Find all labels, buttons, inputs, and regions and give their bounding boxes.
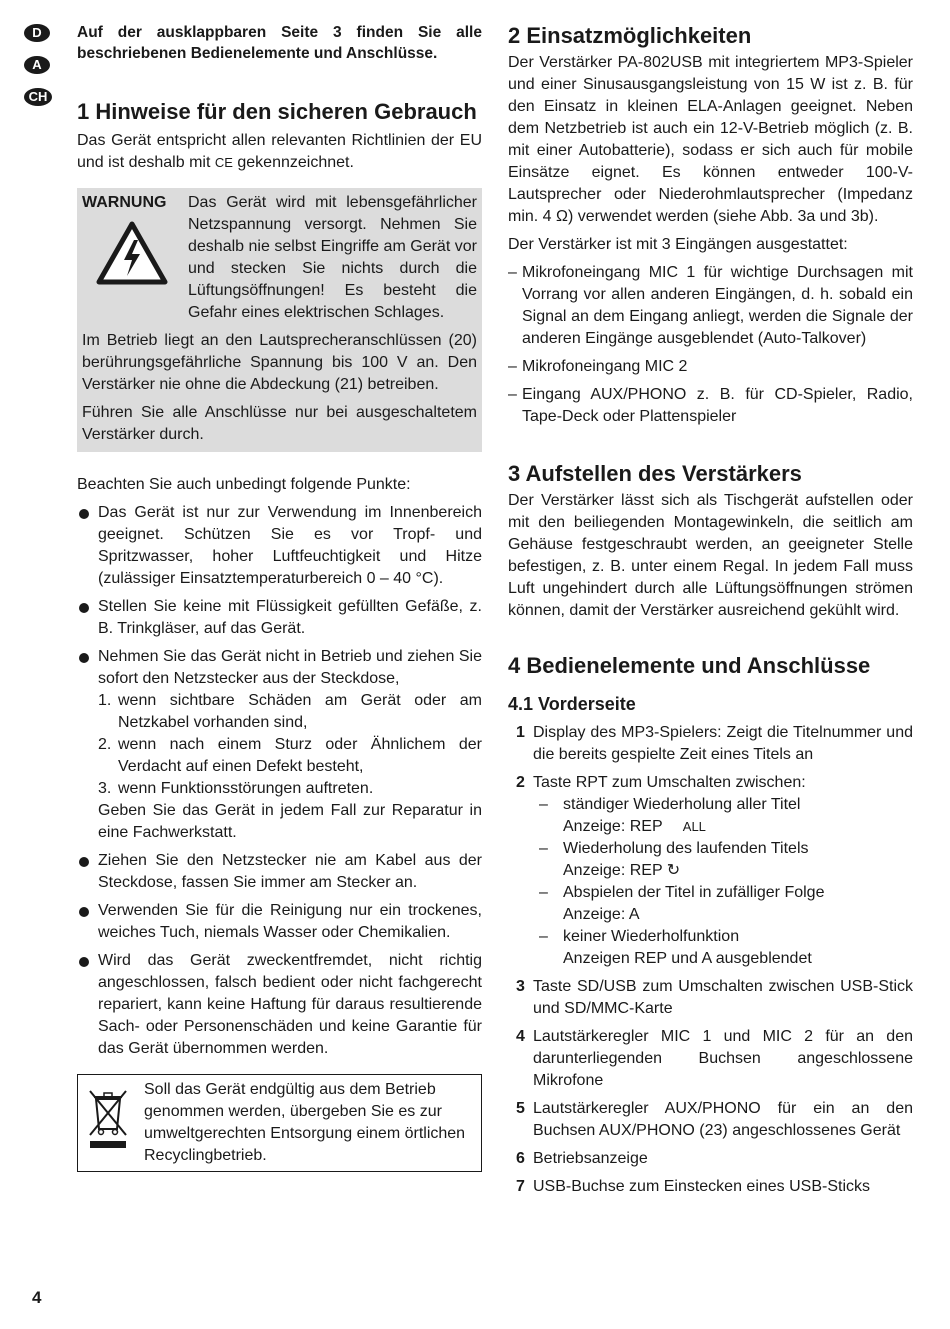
repeat-option: – ständiger Wiederholung aller Titel Anzeige: REP ALL bbox=[539, 796, 801, 835]
control-item: 4 Lautstärkeregler MIC 1 und MIC 2 für an den darunterliegenden Buchsen angeschlossene Mikrofone bbox=[516, 1028, 913, 1089]
left-column bbox=[77, 22, 482, 1172]
bullet-dot-icon bbox=[79, 907, 89, 917]
repair-note: Geben Sie das Gerät in jedem Fall zur Reparatur in eine Fachwerkstatt. bbox=[98, 802, 482, 841]
warning-paragraph-2: Im Betrieb liegt an den Lautsprecheranschlüssen (20) berührungsgefährliche Spannung bis 100 V an. Den Verstärker nie ohne die Abdeckung (21) betreiben. bbox=[82, 332, 477, 393]
ce-text-end: gekennzeichnet. bbox=[237, 154, 354, 171]
disposal-box bbox=[77, 1074, 482, 1172]
safety-bullet: Das Gerät ist nur zur Verwendung im Innenbereich geeignet. Schützen Sie es vor Tropf- und Spritzwasser, hoher Luftfeuchtigkeit und Hitze (zulässiger Einsatztemperaturbereich 0 – 40 °C). bbox=[77, 502, 482, 590]
section-1-intro bbox=[77, 130, 482, 174]
warning-text: Das Gerät wird mit lebensgefährlicher Netzspannung versorgt. Nehmen Sie deshalb nie selbst Eingriffe am Gerät vor und stecken Sie nichts durch die Lüftungsöffnungen! Es besteht die Gefahr eines elektrischen Schlages. bbox=[188, 194, 477, 321]
bullet-dot-icon bbox=[79, 857, 89, 867]
weee-bin-icon bbox=[84, 1085, 132, 1151]
page-number: 4 bbox=[32, 1288, 42, 1307]
sub-item: 2. wenn nach einem Sturz oder Ähnlichem der Verdacht auf einen Defekt besteht, bbox=[98, 736, 482, 775]
bullet-dot-icon bbox=[79, 957, 89, 967]
repeat-one-icon: ↻ bbox=[666, 862, 681, 879]
section-2-inputs-intro: Der Verstärker ist mit 3 Eingängen ausgestattet: bbox=[508, 236, 848, 253]
safety-bullet: Stellen Sie keine mit Flüssigkeit gefüllten Gefäße, z. B. Trinkgläser, auf das Gerät. bbox=[77, 596, 482, 640]
section-2-paragraph: Der Verstärker PA-802USB mit integriertem MP3-Spieler und einer Sinusausgangsleistung von 15 W ist z. B. für den Einsatz in kleinen ELA-Anlagen geeignet. Neben dem Netzbetrieb ist auch ein 12-V-Betrieb möglich (z. B. mit einer Autobatterie), sodass er sich auch für mobile Einsätze eignet. Es können entweder 100-V-Lautsprecher oder Niederohmlautsprecher (Impedanz min. 4 Ω) verwendet werden (siehe Abb. 3a und 3b). bbox=[508, 54, 913, 225]
section-4-title: 4 Bedienelemente und Anschlüsse bbox=[508, 653, 871, 678]
section-3-title: 3 Aufstellen des Verstärkers bbox=[508, 461, 802, 486]
repeat-options bbox=[533, 794, 913, 970]
warning-box bbox=[77, 188, 482, 452]
safety-bullet: Ziehen Sie den Netzstecker nie am Kabel aus der Steckdose, fassen Sie immer am Stecker an. bbox=[77, 850, 482, 894]
safety-note: Beachten Sie auch unbedingt folgende Punkte: bbox=[77, 476, 411, 493]
input-list-item: – Eingang AUX/PHONO z. B. für CD-Spieler, Radio, Tape-Deck oder Plattenspieler bbox=[508, 386, 913, 425]
sub-item: 3. wenn Funktionsstörungen auftreten. bbox=[98, 780, 374, 797]
section-2-title: 2 Einsatzmöglichkeiten bbox=[508, 23, 752, 48]
control-item: 5 Lautstärkeregler AUX/PHONO für ein an den Buchsen AUX/PHONO (23) angeschlossenes Gerät bbox=[516, 1100, 913, 1139]
control-item: 6 Betriebsanzeige bbox=[516, 1150, 648, 1167]
control-item: 2 Taste RPT zum Umschalten zwischen: bbox=[516, 774, 806, 791]
control-item: 1 Display des MP3-Spielers: Zeigt die Titelnummer und die bereits gespielte Zeit eines Titels an bbox=[516, 724, 913, 763]
lang-badge-a: A bbox=[24, 56, 50, 74]
control-item: 7 USB-Buchse zum Einstecken eines USB-Sticks bbox=[516, 1178, 871, 1195]
input-list-item: – Mikrofoneingang MIC 1 für wichtige Durchsagen mit Vorrang vor allen anderen Eingängen, d. h. sobald ein Signal an dem Eingang anliegt, werden die Signale der anderen Eingänge ausgeblendet (Auto-Talkover) bbox=[508, 264, 913, 347]
repeat-option: – Abspielen der Titel in zufälliger Folge Anzeige: A bbox=[539, 884, 825, 923]
ce-mark: CE bbox=[214, 155, 233, 170]
safety-bullet: Nehmen Sie das Gerät nicht in Betrieb und ziehen Sie sofort den Netzstecker aus der Steckdose, 1. wenn sichtbare Schäden am Gerät oder am Netzkabel vorhanden sind, 2. wenn nach einem Sturz oder Ähnlichem der Verdacht auf einen Defekt besteht, 3. wenn Funktionsstörungen auftreten. Geben Sie das Gerät in jedem Fall zur Reparatur in eine Fachwerkstatt. bbox=[77, 646, 482, 844]
input-list-item: – Mikrofoneingang MIC 2 bbox=[508, 358, 688, 375]
disposal-text: Soll das Gerät endgültig aus dem Betrieb genommen werden, übergeben Sie es zur umweltgerechten Entsorgung einem örtlichen Recyclingbetrieb. bbox=[144, 1081, 466, 1164]
section-1-title: 1 Hinweise für den sicheren Gebrauch bbox=[77, 99, 477, 124]
safety-bullet: Verwenden Sie für die Reinigung nur ein trockenes, weiches Tuch, niemals Wasser oder Chemikalien. bbox=[77, 900, 482, 944]
repeat-option: – Wiederholung des laufenden Titels Anzeige: REP ↻ bbox=[539, 840, 809, 879]
warning-label: WARNUNG bbox=[82, 194, 167, 211]
high-voltage-warning-icon bbox=[96, 220, 168, 286]
warning-paragraph-3: Führen Sie alle Anschlüsse nur bei ausgeschaltetem Verstärker durch. bbox=[82, 404, 477, 443]
language-badges bbox=[24, 24, 52, 120]
control-item: 3 Taste SD/USB zum Umschalten zwischen USB-Stick und SD/MMC-Karte bbox=[516, 978, 913, 1017]
intro-note: Auf der ausklappbaren Seite 3 finden Sie alle beschriebenen Bedienelemente und Anschlüsse. bbox=[77, 24, 482, 62]
section-3-paragraph: Der Verstärker lässt sich als Tischgerät aufstellen oder mit den beiliegenden Montagewinkeln, die seitlich am Gehäuse festgeschraubt werden, an geeigneter Stelle befestigen, z. B. unter einem Regal. In jedem Fall muss Luft ungehindert durch alle Lüftungsöffnungen strömen können, damit der Verstärker ausreichend gekühlt wird. bbox=[508, 492, 913, 619]
ce-text: Das Gerät entspricht allen relevanten Richtlinien der EU und ist deshalb mit bbox=[77, 132, 482, 171]
section-4-1-title: 4.1 Vorderseite bbox=[508, 694, 636, 714]
bullet-dot-icon bbox=[79, 509, 89, 519]
bullet-dot-icon bbox=[79, 603, 89, 613]
repeat-option: – keiner Wiederholfunktion Anzeigen REP und A ausgeblendet bbox=[539, 928, 812, 967]
safety-bullet: Wird das Gerät zweckentfremdet, nicht richtig angeschlossen, falsch bedient oder nicht fachgerecht repariert, kann keine Haftung für daraus resultierende Sach- oder Personenschäden und keine Garantie für das Gerät übernommen werden. bbox=[77, 950, 482, 1060]
right-column bbox=[508, 22, 913, 1198]
lang-badge-ch: CH bbox=[24, 88, 52, 106]
bullet-dot-icon bbox=[79, 653, 89, 663]
sub-item: 1. wenn sichtbare Schäden am Gerät oder am Netzkabel vorhanden sind, bbox=[98, 692, 482, 731]
lang-badge-d: D bbox=[24, 24, 50, 42]
repeat-all-icon: ALL bbox=[682, 819, 706, 834]
